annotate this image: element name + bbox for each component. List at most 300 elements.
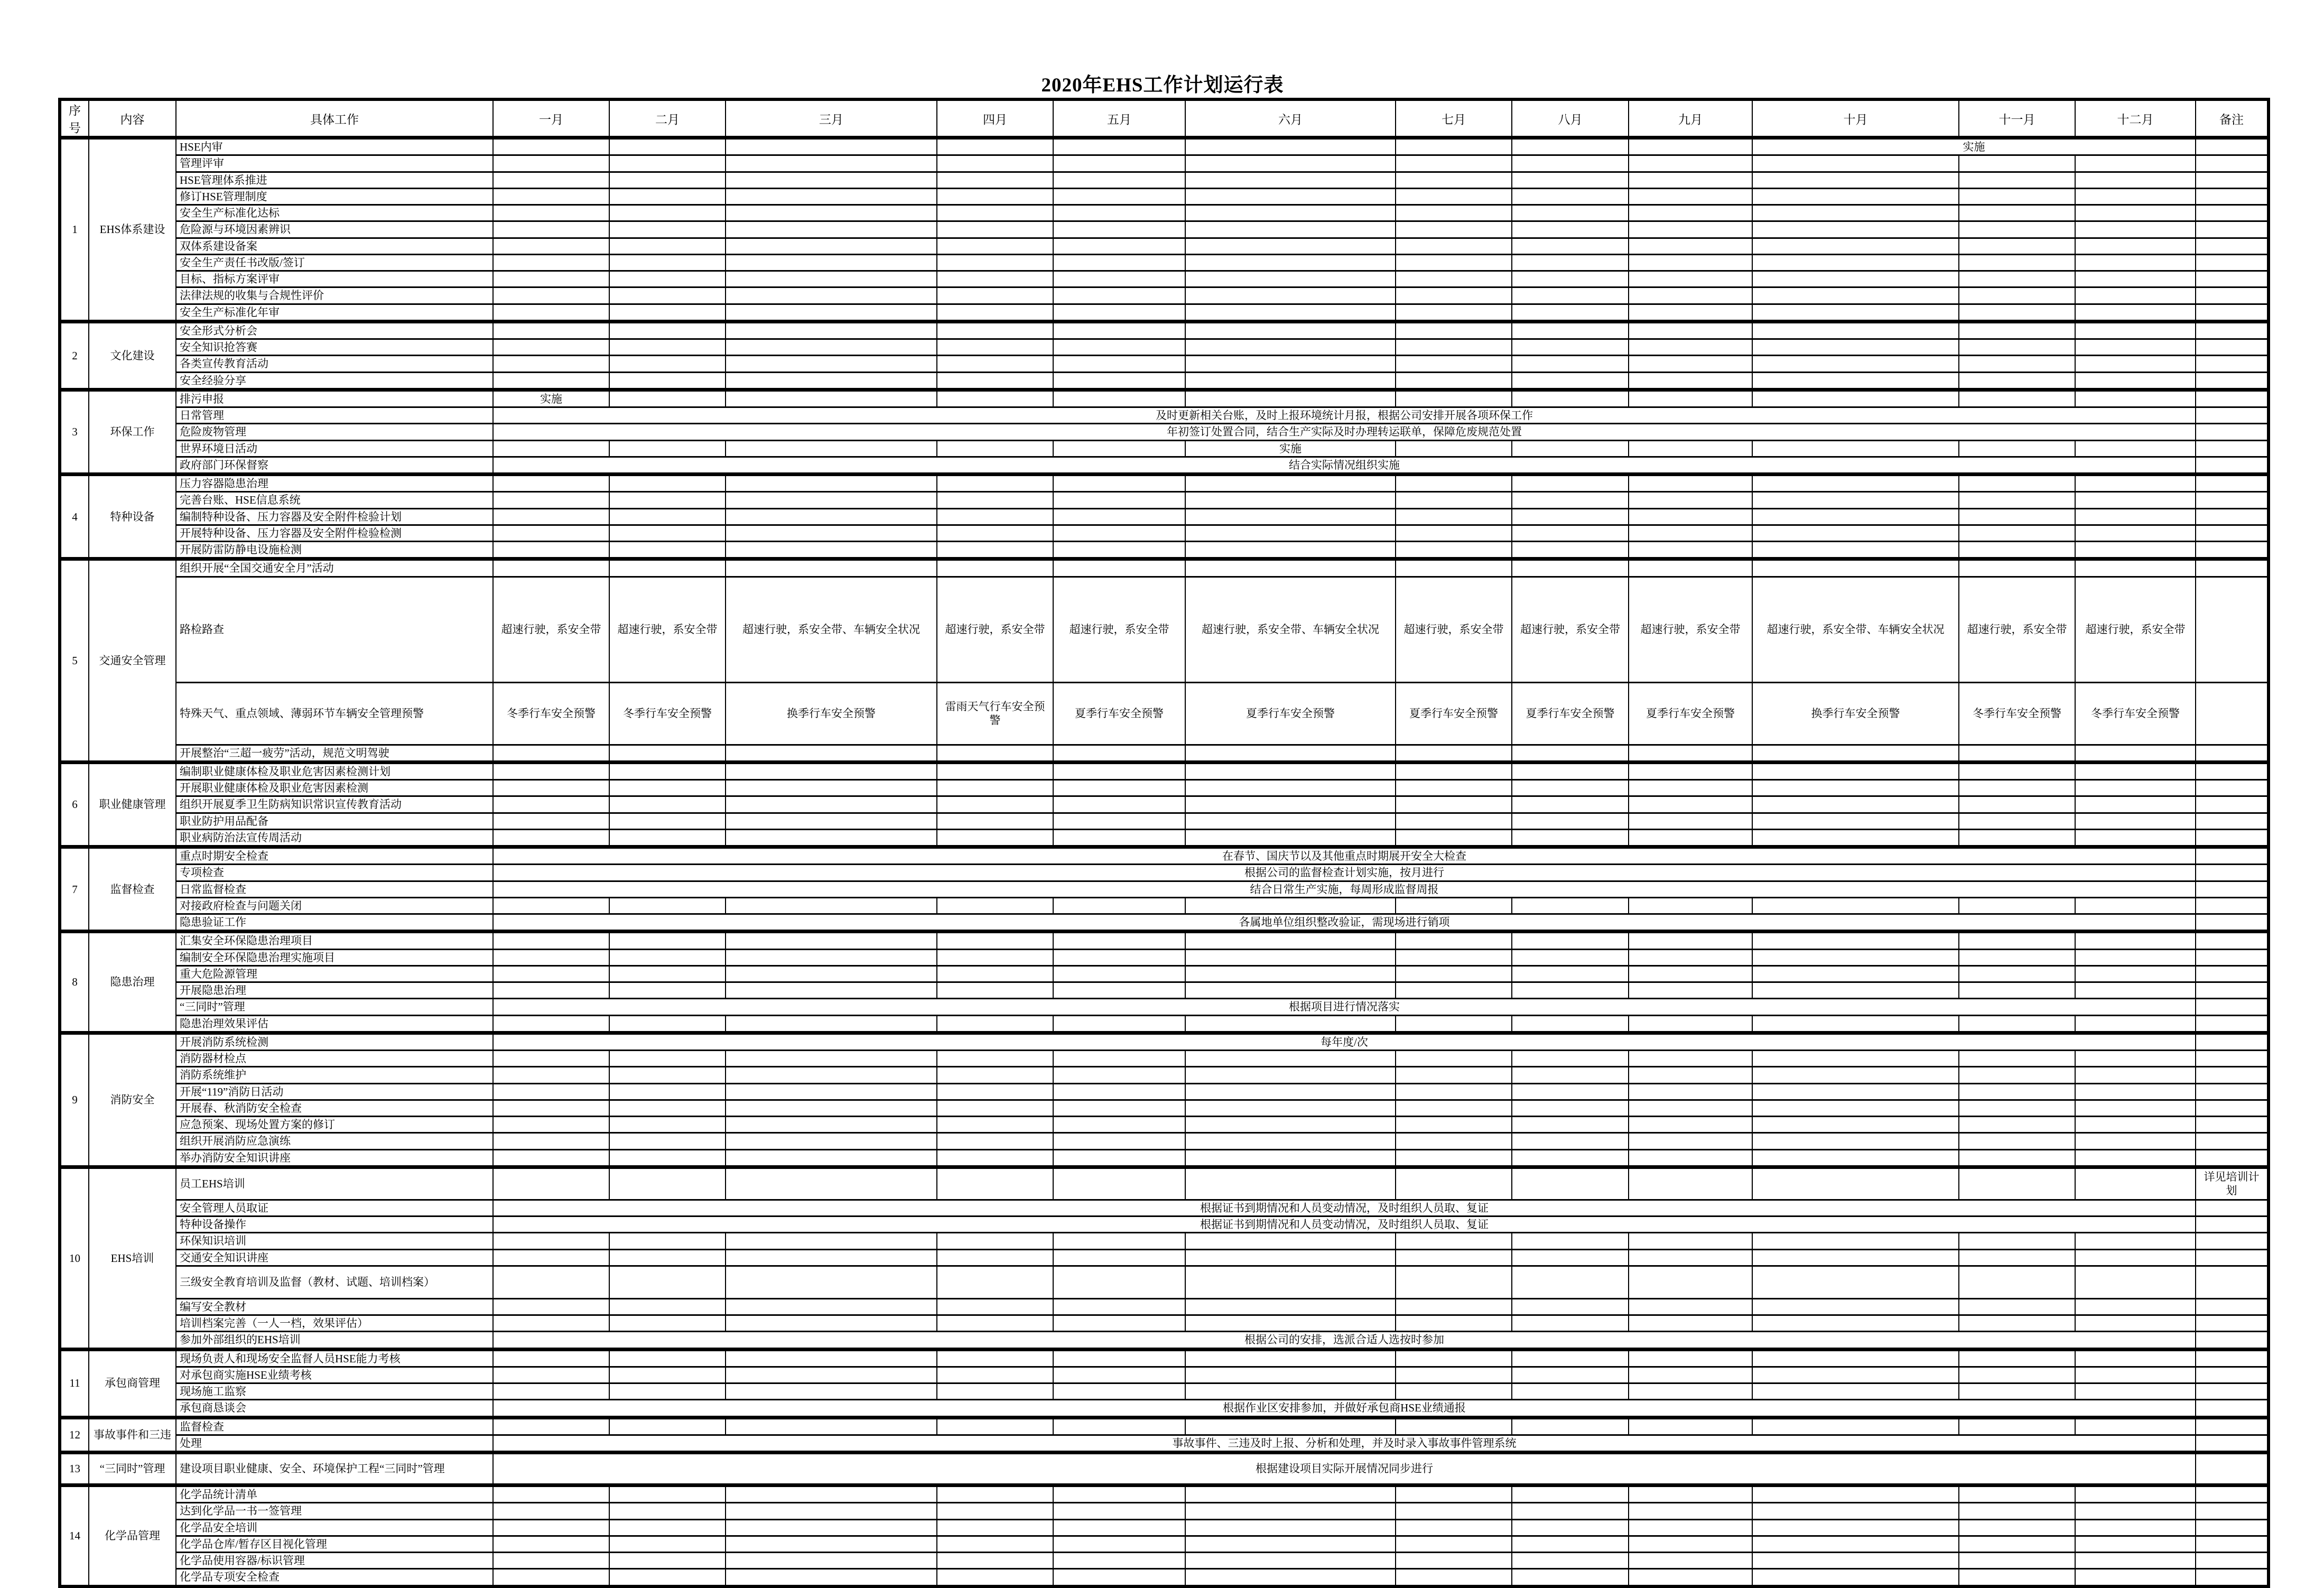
month-cell — [1629, 1100, 1752, 1116]
month-cell — [726, 1315, 937, 1332]
month-cell — [609, 949, 726, 965]
month-cell — [609, 1536, 726, 1552]
note-cell — [2196, 407, 2269, 424]
month-cell — [1396, 321, 1512, 339]
month-cell — [937, 1349, 1053, 1367]
month-cell — [1512, 1503, 1629, 1519]
month-cell — [2075, 1266, 2196, 1298]
month-cell — [1185, 1553, 1396, 1569]
month-cell — [493, 304, 609, 321]
month-cell — [726, 780, 937, 796]
month-cell — [1185, 949, 1396, 965]
month-cell — [493, 949, 609, 965]
month-cell — [1752, 982, 1959, 999]
month-cell — [1752, 1249, 1959, 1266]
month-cell: 超速行驶，系安全带 — [2075, 577, 2196, 682]
month-cell — [1053, 1100, 1185, 1116]
column-header: 五月 — [1053, 99, 1185, 138]
task-cell: 开展“119”消防日活动 — [176, 1083, 493, 1100]
month-cell — [1959, 205, 2075, 221]
month-cell — [1629, 1051, 1752, 1067]
month-cell — [726, 1133, 937, 1149]
month-cell — [1629, 287, 1752, 304]
note-cell — [2196, 965, 2269, 982]
month-cell — [1396, 304, 1512, 321]
note-cell — [2196, 914, 2269, 932]
month-cell — [2075, 965, 2196, 982]
month-cell — [2075, 1349, 2196, 1367]
month-cell — [1185, 339, 1396, 356]
note-cell — [2196, 508, 2269, 525]
month-cell — [609, 389, 726, 407]
month-cell — [1185, 1367, 1396, 1383]
month-cell — [1959, 356, 2075, 372]
column-header: 内容 — [89, 99, 176, 138]
column-header: 序号 — [60, 99, 89, 138]
month-cell — [2075, 271, 2196, 287]
month-cell — [1629, 339, 1752, 356]
month-cell — [1185, 762, 1396, 779]
month-cell — [2075, 188, 2196, 205]
month-cell — [1512, 1536, 1629, 1552]
month-cell — [1959, 542, 2075, 559]
month-cell — [1512, 1083, 1629, 1100]
note-cell — [2196, 1149, 2269, 1167]
task-cell: 重大危险源管理 — [176, 965, 493, 982]
month-cell — [609, 1051, 726, 1067]
task-cell: 汇集安全环保隐患治理项目 — [176, 932, 493, 949]
month-cell — [726, 321, 937, 339]
month-cell — [1959, 492, 2075, 508]
task-cell: 完善台账、HSE信息系统 — [176, 492, 493, 508]
month-cell — [1959, 525, 2075, 541]
month-cell — [493, 287, 609, 304]
month-cell — [1512, 780, 1629, 796]
month-cell — [1959, 508, 2075, 525]
month-cell — [609, 287, 726, 304]
month-cell — [1752, 254, 1959, 271]
note-cell — [2196, 682, 2269, 745]
month-cell — [1959, 762, 2075, 779]
month-cell: 超速行驶，系安全带 — [609, 577, 726, 682]
month-cell — [1752, 932, 1959, 949]
table-row — [60, 304, 2269, 321]
task-cell: 开展防雷防静电设施检测 — [176, 542, 493, 559]
table-row — [60, 1100, 2269, 1116]
month-cell — [1396, 389, 1512, 407]
month-cell — [1185, 932, 1396, 949]
task-cell: 安全经验分享 — [176, 372, 493, 389]
month-cell — [1752, 1100, 1959, 1116]
month-cell: 夏季行车安全预警 — [1185, 682, 1396, 745]
month-cell — [937, 356, 1053, 372]
month-cell — [1512, 829, 1629, 847]
note-cell — [2196, 238, 2269, 254]
month-cell — [937, 254, 1053, 271]
month-cell — [726, 155, 937, 172]
table-row — [60, 1435, 2269, 1452]
month-cell — [1959, 559, 2075, 577]
month-cell — [726, 1083, 937, 1100]
month-cell — [1752, 271, 1959, 287]
task-cell: 对承包商实施HSE业绩考核 — [176, 1367, 493, 1383]
month-cell — [2075, 949, 2196, 965]
month-cell — [726, 1233, 937, 1249]
month-cell — [1959, 238, 2075, 254]
month-cell — [1396, 271, 1512, 287]
month-cell — [1053, 440, 1185, 457]
month-cell — [1185, 1117, 1396, 1133]
ehs-plan-table — [58, 98, 2270, 1588]
month-cell — [1959, 1298, 2075, 1315]
month-cell — [937, 1249, 1053, 1266]
month-cell — [1185, 1349, 1396, 1367]
month-cell — [1396, 1015, 1512, 1033]
note-cell — [2196, 424, 2269, 440]
month-cell — [1959, 1233, 2075, 1249]
month-cell — [1512, 796, 1629, 813]
month-cell — [1185, 780, 1396, 796]
section-name: 监督检查 — [89, 847, 176, 932]
month-cell — [1185, 1067, 1396, 1083]
merged-month-cell: 实施 — [1752, 138, 2196, 155]
month-cell — [609, 155, 726, 172]
month-cell — [609, 762, 726, 779]
month-cell — [1396, 780, 1512, 796]
note-cell — [2196, 559, 2269, 577]
month-cell — [1512, 1051, 1629, 1067]
section-name: 文化建设 — [89, 321, 176, 389]
month-cell — [1185, 1315, 1396, 1332]
month-cell — [1512, 1298, 1629, 1315]
task-cell: HSE内审 — [176, 138, 493, 155]
note-cell — [2196, 492, 2269, 508]
month-cell — [1629, 559, 1752, 577]
month-cell — [726, 372, 937, 389]
month-cell — [1512, 254, 1629, 271]
note-cell — [2196, 745, 2269, 762]
month-cell — [1512, 356, 1629, 372]
month-cell — [2075, 897, 2196, 914]
month-cell — [609, 356, 726, 372]
section-no: 2 — [60, 321, 89, 389]
month-cell: 换季行车安全预警 — [726, 682, 937, 745]
task-cell: “三同时”管理 — [176, 999, 493, 1015]
note-cell — [2196, 254, 2269, 271]
month-cell — [937, 525, 1053, 541]
month-cell — [1185, 1167, 1396, 1200]
task-cell: 安全管理人员取证 — [176, 1200, 493, 1216]
month-cell — [1629, 205, 1752, 221]
month-cell — [609, 508, 726, 525]
month-cell — [937, 1149, 1053, 1167]
month-cell — [609, 1383, 726, 1400]
month-cell — [1396, 1569, 1512, 1586]
month-cell — [1396, 1503, 1512, 1519]
note-cell — [2196, 780, 2269, 796]
month-cell — [726, 172, 937, 188]
month-cell — [2075, 287, 2196, 304]
month-cell — [609, 1298, 726, 1315]
table-row — [60, 457, 2269, 474]
month-cell — [609, 1349, 726, 1367]
month-cell — [609, 304, 726, 321]
month-cell — [937, 1485, 1053, 1503]
task-cell: 化学品安全培训 — [176, 1519, 493, 1536]
month-cell — [1053, 1298, 1185, 1315]
month-cell — [1629, 1569, 1752, 1586]
task-cell: 开展特种设备、压力容器及安全附件检验检测 — [176, 525, 493, 541]
month-cell — [2075, 254, 2196, 271]
month-cell — [1396, 205, 1512, 221]
note-cell — [2196, 1453, 2269, 1485]
task-cell: 安全生产标准化达标 — [176, 205, 493, 221]
month-cell — [1959, 1051, 2075, 1067]
month-cell — [493, 321, 609, 339]
month-cell — [1396, 1367, 1512, 1383]
month-cell — [1396, 1149, 1512, 1167]
month-cell — [609, 1167, 726, 1200]
month-cell — [2075, 762, 2196, 779]
month-cell — [1053, 254, 1185, 271]
month-cell — [1053, 1569, 1185, 1586]
month-cell — [937, 1315, 1053, 1332]
month-cell — [609, 1067, 726, 1083]
month-cell — [1396, 155, 1512, 172]
month-cell — [1053, 1367, 1185, 1383]
section-name: 事故事件和三违 — [89, 1417, 176, 1453]
month-cell — [1512, 271, 1629, 287]
month-cell — [1053, 492, 1185, 508]
month-cell — [1512, 287, 1629, 304]
month-cell — [2075, 1298, 2196, 1315]
section-name: 消防安全 — [89, 1033, 176, 1167]
month-cell — [1396, 559, 1512, 577]
month-cell: 超速行驶，系安全带 — [1396, 577, 1512, 682]
month-cell — [1959, 1266, 2075, 1298]
month-cell — [1752, 1519, 1959, 1536]
task-cell: 开展职业健康体检及职业危害因素检测 — [176, 780, 493, 796]
month-cell — [1629, 304, 1752, 321]
month-cell — [1396, 932, 1512, 949]
month-cell — [1959, 271, 2075, 287]
table-row — [60, 508, 2269, 525]
month-cell — [1512, 1367, 1629, 1383]
month-cell — [1629, 172, 1752, 188]
task-cell: 路检路查 — [176, 577, 493, 682]
month-cell — [609, 1133, 726, 1149]
month-cell — [2075, 1100, 2196, 1116]
month-cell — [493, 965, 609, 982]
month-cell — [1959, 287, 2075, 304]
month-cell — [1512, 155, 1629, 172]
month-cell — [1053, 762, 1185, 779]
month-cell — [1185, 1149, 1396, 1167]
month-cell — [1396, 172, 1512, 188]
month-cell — [1396, 440, 1512, 457]
month-cell — [2075, 1015, 2196, 1033]
month-cell — [1512, 1553, 1629, 1569]
month-cell — [2075, 372, 2196, 389]
section-no: 3 — [60, 389, 89, 474]
month-cell — [609, 440, 726, 457]
month-cell — [1053, 321, 1185, 339]
month-cell — [1053, 287, 1185, 304]
note-cell — [2196, 1133, 2269, 1149]
task-cell: 达到化学品一书一签管理 — [176, 1503, 493, 1519]
month-cell — [493, 138, 609, 155]
note-cell — [2196, 796, 2269, 813]
month-cell — [1396, 525, 1512, 541]
month-cell — [1053, 1067, 1185, 1083]
month-cell — [493, 525, 609, 541]
column-header: 具体工作 — [176, 99, 493, 138]
task-cell: 承包商恳谈会 — [176, 1400, 493, 1417]
note-cell — [2196, 577, 2269, 682]
month-cell — [609, 238, 726, 254]
task-cell: 组织开展“全国交通安全月”活动 — [176, 559, 493, 577]
column-header: 四月 — [937, 99, 1053, 138]
note-cell — [2196, 1200, 2269, 1216]
task-cell: 员工EHS培训 — [176, 1167, 493, 1200]
month-cell — [937, 1553, 1053, 1569]
month-cell — [726, 796, 937, 813]
table-row — [60, 475, 2269, 492]
month-cell — [609, 829, 726, 847]
month-cell — [1752, 389, 1959, 407]
section-no: 5 — [60, 559, 89, 763]
month-cell — [1053, 1485, 1185, 1503]
month-cell — [1752, 172, 1959, 188]
month-cell — [493, 1249, 609, 1266]
month-cell — [1752, 475, 1959, 492]
table-row — [60, 865, 2269, 881]
month-cell — [1629, 221, 1752, 238]
month-cell — [609, 780, 726, 796]
month-cell — [1185, 205, 1396, 221]
task-cell: HSE管理体系推进 — [176, 172, 493, 188]
section-name: EHS体系建设 — [89, 138, 176, 322]
month-cell — [609, 965, 726, 982]
table-row — [60, 1233, 2269, 1249]
month-cell — [1959, 1100, 2075, 1116]
month-cell — [726, 1067, 937, 1083]
month-cell — [2075, 339, 2196, 356]
month-cell — [1512, 321, 1629, 339]
month-cell — [493, 559, 609, 577]
month-cell: 夏季行车安全预警 — [1512, 682, 1629, 745]
month-cell — [1053, 389, 1185, 407]
month-cell — [1629, 1167, 1752, 1200]
month-cell — [609, 492, 726, 508]
month-cell — [1629, 780, 1752, 796]
task-cell: 特种设备操作 — [176, 1216, 493, 1233]
section-no: 8 — [60, 932, 89, 1033]
page-title: 2020年EHS工作计划运行表 — [1041, 75, 1284, 96]
month-cell — [1396, 287, 1512, 304]
month-cell — [1185, 271, 1396, 287]
task-cell: 隐患验证工作 — [176, 914, 493, 932]
note-cell — [2196, 1383, 2269, 1400]
month-cell — [1512, 475, 1629, 492]
month-cell — [609, 897, 726, 914]
month-cell — [726, 1149, 937, 1167]
note-cell — [2196, 1298, 2269, 1315]
table-row — [60, 682, 2269, 745]
month-cell — [2075, 745, 2196, 762]
month-cell — [1512, 1383, 1629, 1400]
month-cell — [1629, 1067, 1752, 1083]
month-cell — [1053, 796, 1185, 813]
month-cell — [726, 205, 937, 221]
month-cell — [726, 1519, 937, 1536]
month-cell — [609, 1519, 726, 1536]
month-cell — [1396, 339, 1512, 356]
table-row — [60, 932, 2269, 949]
task-cell: 环保知识培训 — [176, 1233, 493, 1249]
month-cell — [1629, 475, 1752, 492]
month-cell — [1396, 745, 1512, 762]
month-cell — [493, 1503, 609, 1519]
section-no: 1 — [60, 138, 89, 322]
month-cell — [1752, 1149, 1959, 1167]
note-cell — [2196, 172, 2269, 188]
task-cell: 编制安全环保隐患治理实施项目 — [176, 949, 493, 965]
month-cell — [609, 1367, 726, 1383]
month-cell — [493, 155, 609, 172]
note-cell — [2196, 999, 2269, 1015]
month-cell — [2075, 1149, 2196, 1167]
month-cell — [937, 188, 1053, 205]
month-cell — [1752, 440, 1959, 457]
month-cell — [726, 1485, 937, 1503]
month-cell — [1512, 188, 1629, 205]
month-cell — [1752, 1083, 1959, 1100]
table-row — [60, 1167, 2269, 1200]
month-cell — [1629, 1083, 1752, 1100]
month-cell — [937, 559, 1053, 577]
note-cell — [2196, 304, 2269, 321]
month-cell — [1752, 1067, 1959, 1083]
month-cell — [1396, 542, 1512, 559]
month-cell — [1752, 1015, 1959, 1033]
month-cell — [937, 745, 1053, 762]
table-row — [60, 1266, 2269, 1298]
month-cell — [1053, 188, 1185, 205]
month-cell — [2075, 813, 2196, 829]
month-cell — [1512, 1067, 1629, 1083]
task-cell: 消防系统维护 — [176, 1067, 493, 1083]
table-row — [60, 525, 2269, 541]
note-cell — [2196, 813, 2269, 829]
month-cell — [937, 965, 1053, 982]
month-cell — [1396, 949, 1512, 965]
month-cell — [493, 1315, 609, 1332]
month-cell — [1959, 1536, 2075, 1552]
month-cell — [493, 932, 609, 949]
month-cell — [1053, 745, 1185, 762]
table-row — [60, 287, 2269, 304]
month-cell — [1185, 138, 1396, 155]
month-cell — [1185, 321, 1396, 339]
month-cell — [1053, 1519, 1185, 1536]
task-cell: 重点时期安全检查 — [176, 847, 493, 865]
month-cell — [937, 271, 1053, 287]
column-header: 十月 — [1752, 99, 1959, 138]
month-cell — [1752, 221, 1959, 238]
column-header: 八月 — [1512, 99, 1629, 138]
month-cell — [2075, 542, 2196, 559]
